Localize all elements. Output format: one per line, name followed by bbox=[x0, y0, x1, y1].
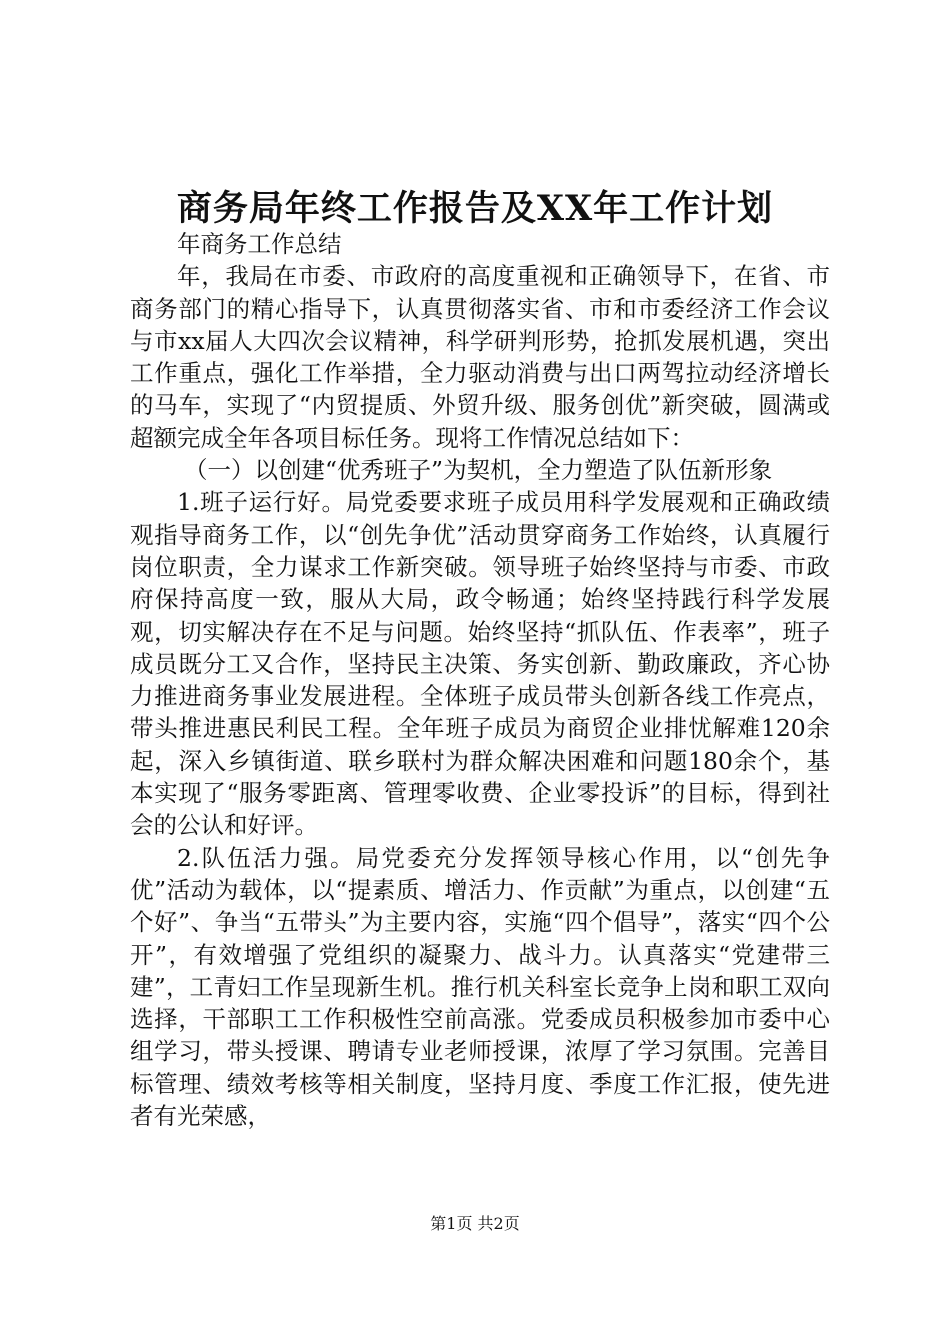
subtitle: 年商务工作总结 bbox=[177, 230, 342, 258]
document-body bbox=[130, 228, 830, 1132]
item-1-paragraph: 1.班子运行好。局党委要求班子成员用科学发展观和正确政绩观指导商务工作，以“创先争优”活动贯穿商务工作始终，认真履行岗位职责，全力谋求工作新突破。领导班子始终坚持与市委、市政府保持高度一致，服从大局，政令畅通；始终坚持践行科学发展观，切实解决存在不足与问题。始终坚持“抓队伍、作表率”，班子成员既分工又合作，坚持民主决策、务实创新、勤政廉政，齐心协力推进商务事业发展进程。全体班子成员带头创新各线工作亮点，带头推进惠民利民工程。全年班子成员为商贸企业排忧解难120余起，深入乡镇街道、联乡联村为群众解决困难和问题180余个，基本实现了“服务零距离、管理零收费、企业零投诉”的目标，得到社会的公认和好评。 bbox=[130, 488, 830, 840]
page-footer: 第1页 共2页 bbox=[430, 1214, 520, 1233]
document-title: 商务局年终工作报告及XX年工作计划 bbox=[176, 188, 774, 229]
section-heading: （一）以创建“优秀班子”为契机，全力塑造了队伍新形象 bbox=[184, 456, 773, 485]
intro-paragraph: 年，我局在市委、市政府的高度重视和正确领导下，在省、市商务部门的精心指导下，认真贯彻落实省、市和市委经济工作会议与市xx届人大四次会议精神，科学研判形势，抢抓发展机遇，突出工作重点，强化工作举措，全力驱动消费与出口两驾拉动经济增长的马车，实现了“内贸提质、外贸升级、服务创优”新突破，圆满或超额完成全年各项目标任务。现将工作情况总结如下： bbox=[130, 262, 830, 452]
item-2-paragraph: 2.队伍活力强。局党委充分发挥领导核心作用，以“创先争优”活动为载体，以“提素质、增活力、作贡献”为重点，以创建“五个好”、争当“五带头”为主要内容，实施“四个倡导”，落实“四个公开”，有效增强了党组织的凝聚力、战斗力。认真落实“党建带三建”，工青妇工作呈现新生机。推行机关科室长竞争上岗和职工双向选择，干部职工工作积极性空前高涨。党委成员积极参加市委中心组学习，带头授课、聘请专业老师授课，浓厚了学习氛围。完善目标管理、绩效考核等相关制度，坚持月度、季度工作汇报，使先进者有光荣感， bbox=[130, 843, 830, 1131]
